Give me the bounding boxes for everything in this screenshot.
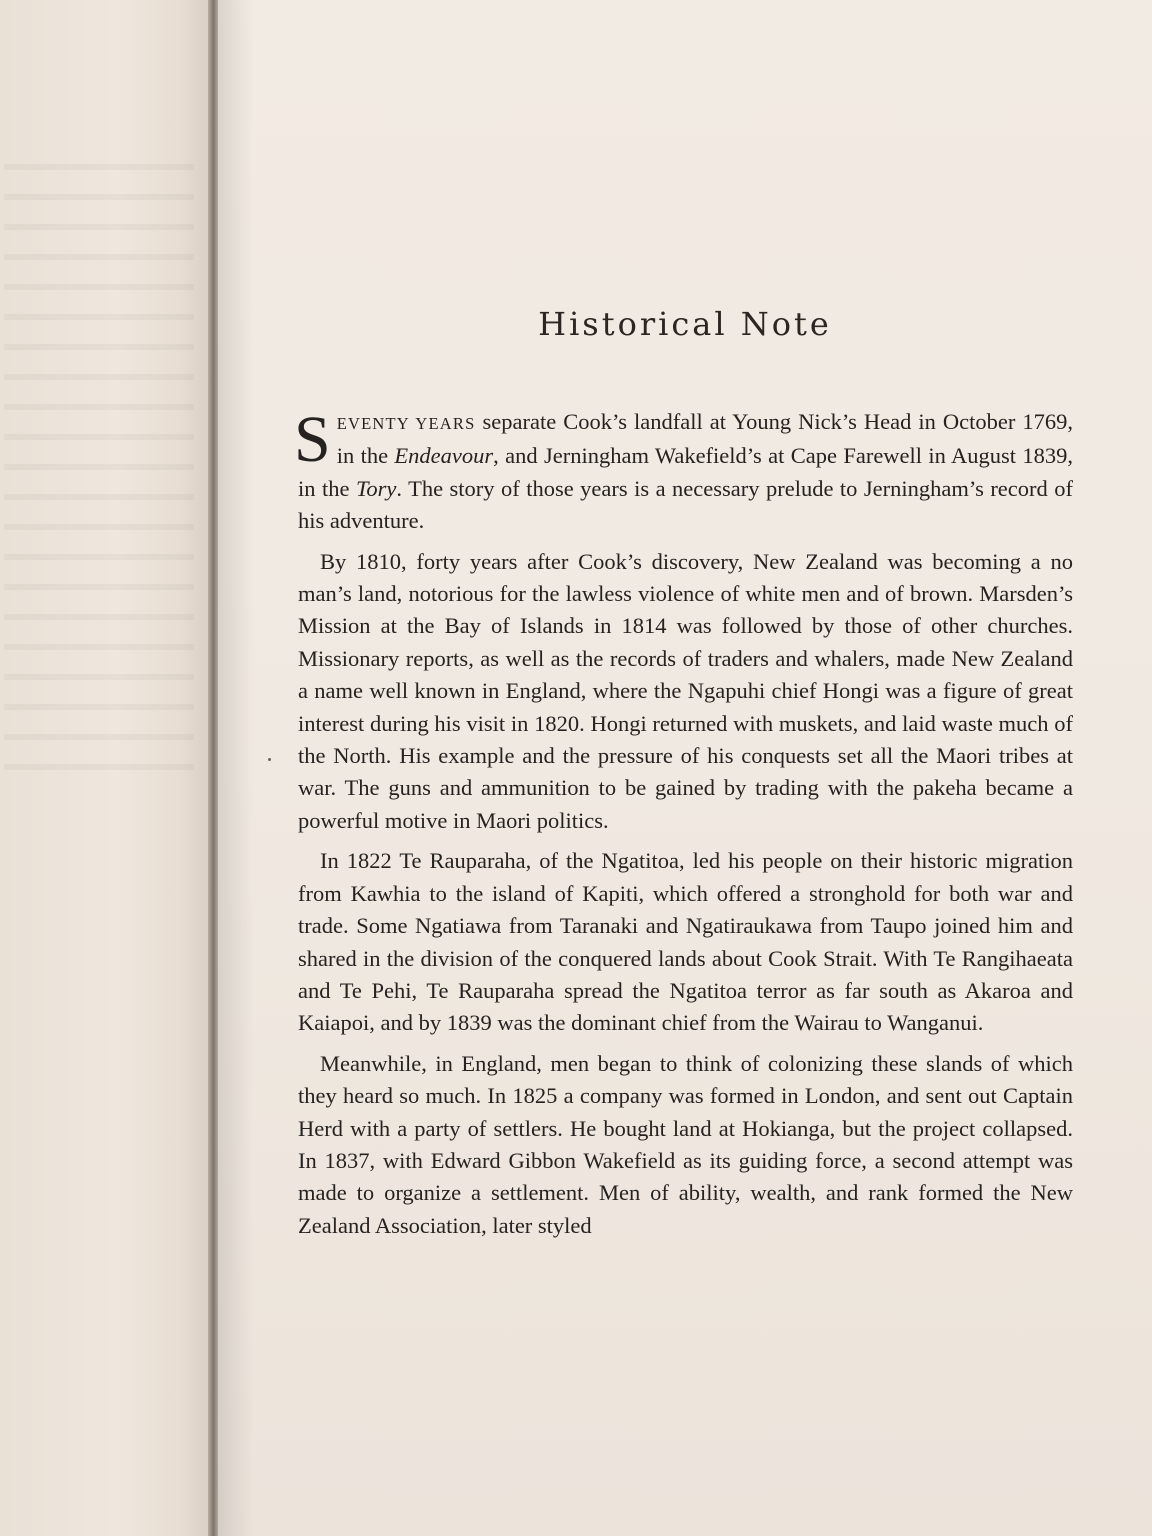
text-segment: separate Cook’s landfall at Young Nick’s Head in October 1769, in the — [336, 409, 1073, 469]
text-segment: , and Jerningham Wakefield’s at Cape Farewell in August 1839, in the — [298, 443, 1073, 501]
page-curve-shadow — [218, 0, 254, 1536]
paper-speck — [268, 758, 271, 761]
body-text — [294, 403, 1073, 1250]
ship-name: Endeavour — [394, 443, 494, 469]
left-facing-page — [0, 0, 212, 1536]
paragraph-2 — [298, 546, 1073, 838]
paragraph-1 — [294, 403, 1073, 538]
paragraph-4 — [298, 1048, 1073, 1242]
right-page — [218, 0, 1152, 1536]
page-title: Historical Note — [538, 305, 832, 343]
text-segment: . The story of those years is a necessary prelude to Jerningham’s record of his adventure. — [298, 475, 1073, 534]
show-through-text — [4, 140, 194, 790]
ship-name: Tory — [355, 475, 397, 501]
paragraph-3 — [298, 845, 1073, 1039]
text-segment: In 1822 Te Rauparaha, of the Ngatitoa, led his people on their historic migration from Kawhia to the island of Kapiti, which offered a stronghold for both war and trade. Some Ngatiawa from Taranaki and Ngatiraukawa from Taupo joined him and shared in the division of the conquered lands about Cook Strait. With Te Rangihaeata and Te Pehi, Te Rauparaha spread the Ngatitoa terror as far south as Akaroa and Kaiapoi, and by 1839 was the dominant chief from the Wairau to Wanganui. — [298, 848, 1073, 1036]
lead-in-smallcaps: EVENTY YEARS — [336, 414, 476, 433]
drop-cap: S — [294, 403, 331, 476]
text-segment: Meanwhile, in England, men began to think of colonizing these slands of which they heard so much. In 1825 a company was formed in London, and sent out Captain Herd with a party of settlers. He bought land at Hokianga, but the project collapsed. In 1837, with Edward Gibbon Wakefield as its guiding force, a second attempt was made to organize a settlement. Men of ability, wealth, and rank formed the New Zealand Association, later styled — [298, 1050, 1073, 1238]
text-segment: By 1810, forty years after Cook’s discovery, New Zealand was becoming a no man’s land, notorious for the lawless violence of white men and of brown. Marsden’s Mission at the Bay of Islands in 1814 was followed by those of other churches. Missionary reports, as well as the records of traders and whalers, made New Zealand a name well known in England, where the Ngapuhi chief Hongi was a figure of great interest during his visit in 1820. Hongi returned with muskets, and laid waste much of the North. His example and the pressure of his conquests set all the Maori tribes at war. The guns and ammunition to be gained by trading with the pakeha became a powerful motive in Maori politics. — [298, 548, 1073, 833]
